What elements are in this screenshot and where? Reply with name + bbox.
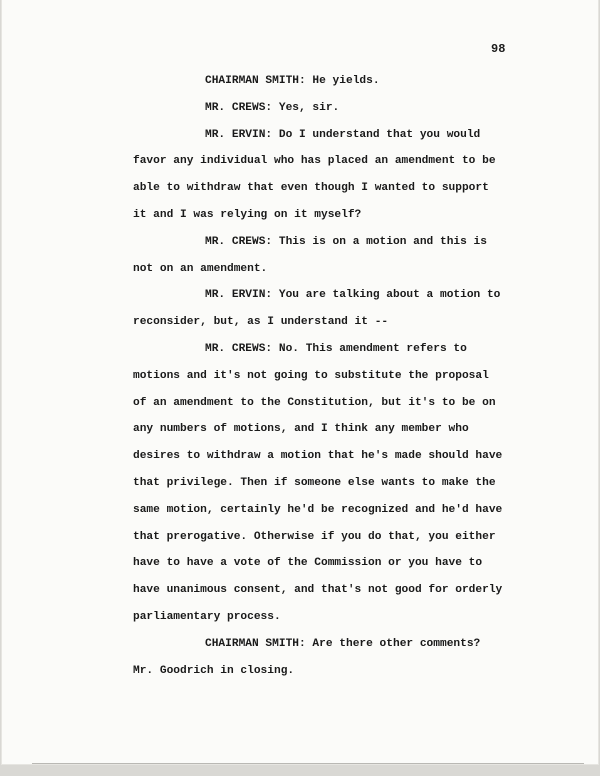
transcript-line: that privilege. Then if someone else wants to make the (133, 476, 496, 489)
transcript-line: MR. CREWS: This is on a motion and this is (205, 235, 487, 248)
transcript-line: it and I was relying on it myself? (133, 208, 362, 221)
transcript-line: of an amendment to the Constitution, but it's to be on (133, 396, 496, 409)
transcript-line: any numbers of motions, and I think any member who (133, 423, 469, 436)
transcript-line: MR. ERVIN: Do I understand that you would (205, 128, 481, 141)
transcript-body (133, 68, 573, 684)
transcript-line: same motion, certainly he'd be recognized and he'd have (133, 503, 503, 516)
transcript-line: MR. ERVIN: You are talking about a motion to (205, 289, 501, 302)
transcript-line: that prerogative. Otherwise if you do that, you either (133, 530, 496, 543)
transcript-line: CHAIRMAN SMITH: Are there other comments? (205, 637, 481, 650)
transcript-line: Mr. Goodrich in closing. (133, 664, 295, 677)
transcript-line: CHAIRMAN SMITH: He yields. (205, 75, 380, 87)
transcript-line: have to have a vote of the Commission or you have to (133, 557, 483, 570)
transcript-line: not on an amendment. (133, 262, 268, 275)
transcript-page (2, 0, 598, 764)
transcript-line: parliamentary process. (133, 610, 281, 623)
transcript-line: MR. CREWS: Yes, sir. (205, 101, 340, 114)
transcript-line: motions and it's not going to substitute the proposal (133, 369, 489, 382)
transcript-line: MR. CREWS: No. This amendment refers to (205, 342, 467, 355)
transcript-line: able to withdraw that even though I wanted to support (133, 182, 489, 195)
transcript-line: have unanimous consent, and that's not good for orderly (133, 584, 503, 597)
transcript-line: favor any individual who has placed an amendment to be (133, 155, 496, 168)
transcript-line: desires to withdraw a motion that he's made should have (133, 450, 503, 463)
page-number: 98 (491, 42, 506, 56)
transcript-line: reconsider, but, as I understand it -- (133, 316, 389, 329)
